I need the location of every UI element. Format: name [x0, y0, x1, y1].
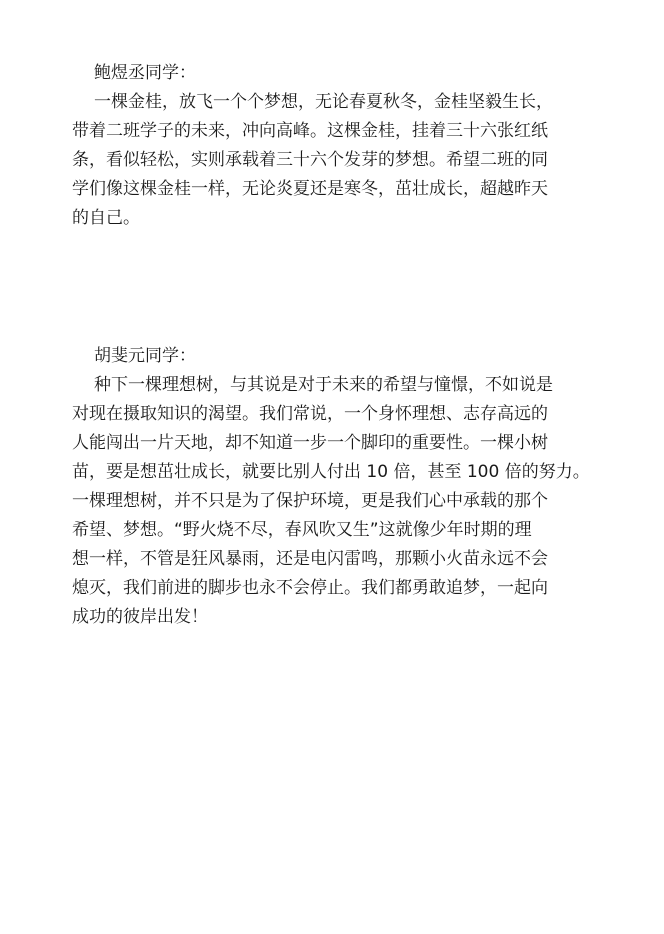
paragraph-line: 熄灭，我们前进的脚步也永不会停止。我们都勇敢追梦，一起向	[72, 578, 548, 598]
paragraph-line: 带着二班学子的未来，冲向高峰。这棵金桂，挂着三十六张红纸	[72, 121, 548, 141]
addressee-heading: 鲍煜丞同学：	[94, 63, 196, 83]
letter-section	[72, 59, 592, 233]
paragraph-line: 学们像这棵金桂一样，无论炎夏还是寒冬，茁壮成长，超越昨天	[72, 179, 548, 199]
paragraph-line: 一棵理想树，并不只是为了保护环境，更是我们心中承载的那个	[72, 491, 548, 511]
paragraph-line: 希望、梦想。“野火烧不尽，春风吹又生”这就像少年时期的理	[72, 520, 532, 540]
addressee-heading: 胡斐元同学：	[94, 346, 196, 366]
letter-section	[72, 342, 592, 632]
paragraph-line: 种下一棵理想树，与其说是对于未来的希望与憧憬，不如说是	[94, 375, 553, 395]
paragraph-line: 人能闯出一片天地，却不知道一步一个脚印的重要性。一棵小树	[72, 433, 548, 453]
paragraph-line: 成功的彼岸出发！	[72, 607, 208, 627]
paragraph-line: 条，看似轻松，实则承载着三十六个发芽的梦想。希望二班的同	[72, 150, 548, 170]
paragraph-line: 苗，要是想茁壮成长，就要比别人付出 10 倍，甚至 100 倍的努力。	[72, 462, 590, 482]
paragraph-line: 的自己。	[72, 208, 140, 228]
paragraph-line: 一棵金桂，放飞一个个梦想，无论春夏秋冬，金桂坚毅生长，	[94, 92, 553, 112]
paragraph-line: 对现在摄取知识的渴望。我们常说，一个身怀理想、志存高远的	[72, 404, 548, 424]
paragraph-line: 想一样，不管是狂风暴雨，还是电闪雷鸣，那颗小火苗永远不会	[72, 549, 548, 569]
